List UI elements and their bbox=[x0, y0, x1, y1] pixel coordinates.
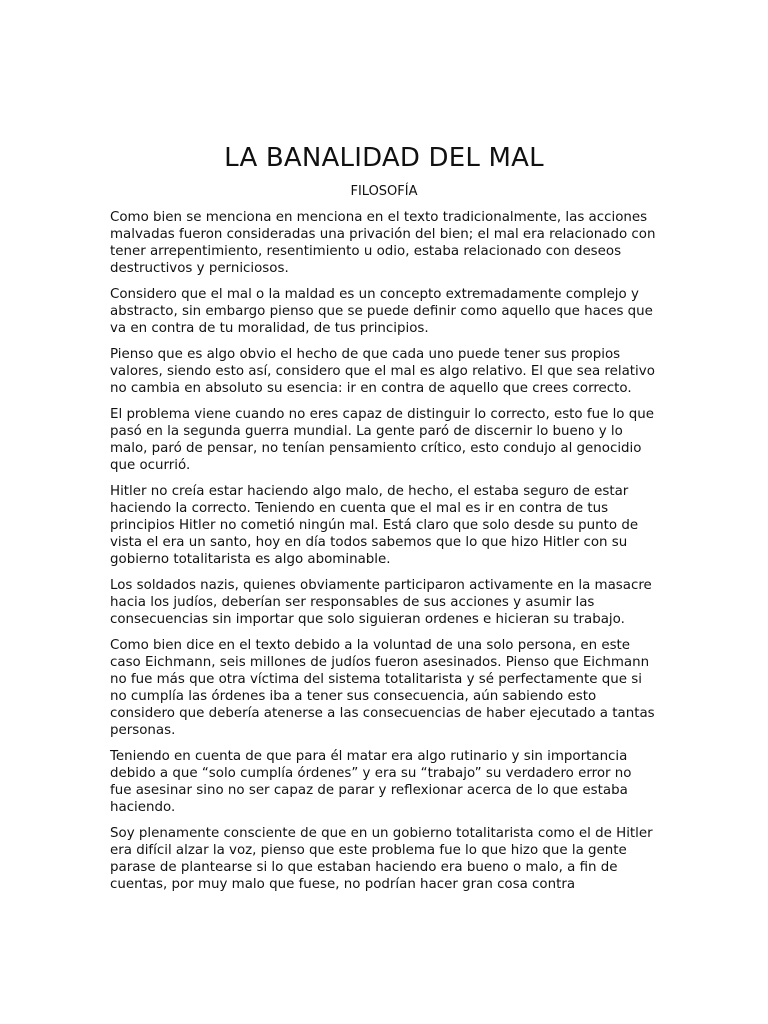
paragraph: Como bien dice en el texto debido a la voluntad de una solo persona, en este caso Eichmann, seis millones de judíos fueron asesinados. Pienso que Eichmann no fue más que otra víctima del sistema totalitarista y sé perfectamente que si no cumplía las órdenes iba a tener sus consecuencia, aún sabiendo esto considero que debería atenerse a las consecuencias de haber ejecutado a tantas personas. bbox=[110, 638, 655, 738]
paragraph: Hitler no creía estar haciendo algo malo, de hecho, el estaba seguro de estar haciendo la correcto. Teniendo en cuenta que el mal es ir en contra de tus principios Hitler no cometió ningún mal. Está claro que solo desde su punto de vista el era un santo, hoy en día todos sabemos que lo que hizo Hitler con su gobierno totalitarista es algo abominable. bbox=[110, 484, 639, 567]
paragraph: Pienso que es algo obvio el hecho de que cada uno puede tener sus propios valores, siendo esto así, considero que el mal es algo relativo. El que sea relativo no cambia en absoluto su esencia: ir en contra de aquello que crees correcto. bbox=[110, 347, 655, 396]
document-title: LA BANALIDAD DEL MAL bbox=[224, 143, 544, 173]
document-body bbox=[110, 209, 656, 902]
paragraph: Los soldados nazis, quienes obviamente participaron activamente en la masacre hacia los judíos, deberían ser responsables de sus acciones y asumir las consecuencias sin importar que solo siguieran ordenes e hicieran su trabajo. bbox=[110, 578, 652, 627]
paragraph: Como bien se menciona en menciona en el texto tradicionalmente, las acciones malvadas fueron consideradas una privación del bien; el mal era relacionado con tener arrepentimiento, resentimiento u odio, estaba relacionado con deseos destructivos y perniciosos. bbox=[110, 210, 656, 276]
paragraph: Considero que el mal o la maldad es un concepto extremadamente complejo y abstracto, sin embargo pienso que se puede definir como aquello que haces que va en contra de tu moralidad, de tus principios. bbox=[110, 287, 653, 336]
paragraph: El problema viene cuando no eres capaz de distinguir lo correcto, esto fue lo que pasó en la segunda guerra mundial. La gente paró de discernir lo bueno y lo malo, paró de pensar, no tenían pensamiento crítico, esto condujo al genocidio que ocurrió. bbox=[110, 407, 654, 473]
document-subtitle: FILOSOFÍA bbox=[350, 184, 418, 199]
paragraph: Soy plenamente consciente de que en un gobierno totalitarista como el de Hitler era difícil alzar la voz, pienso que este problema fue lo que hizo que la gente parase de plantearse si lo que estaban haciendo era bueno o malo, a fin de cuentas, por muy malo que fuese, no podrían hacer gran cosa contra bbox=[110, 826, 653, 892]
paragraph: Teniendo en cuenta de que para él matar era algo rutinario y sin importancia debido a que “solo cumplía órdenes” y era su “trabajo” su verdadero error no fue asesinar sino no ser capaz de parar y reflexionar acerca de lo que estaba haciendo. bbox=[110, 749, 632, 815]
